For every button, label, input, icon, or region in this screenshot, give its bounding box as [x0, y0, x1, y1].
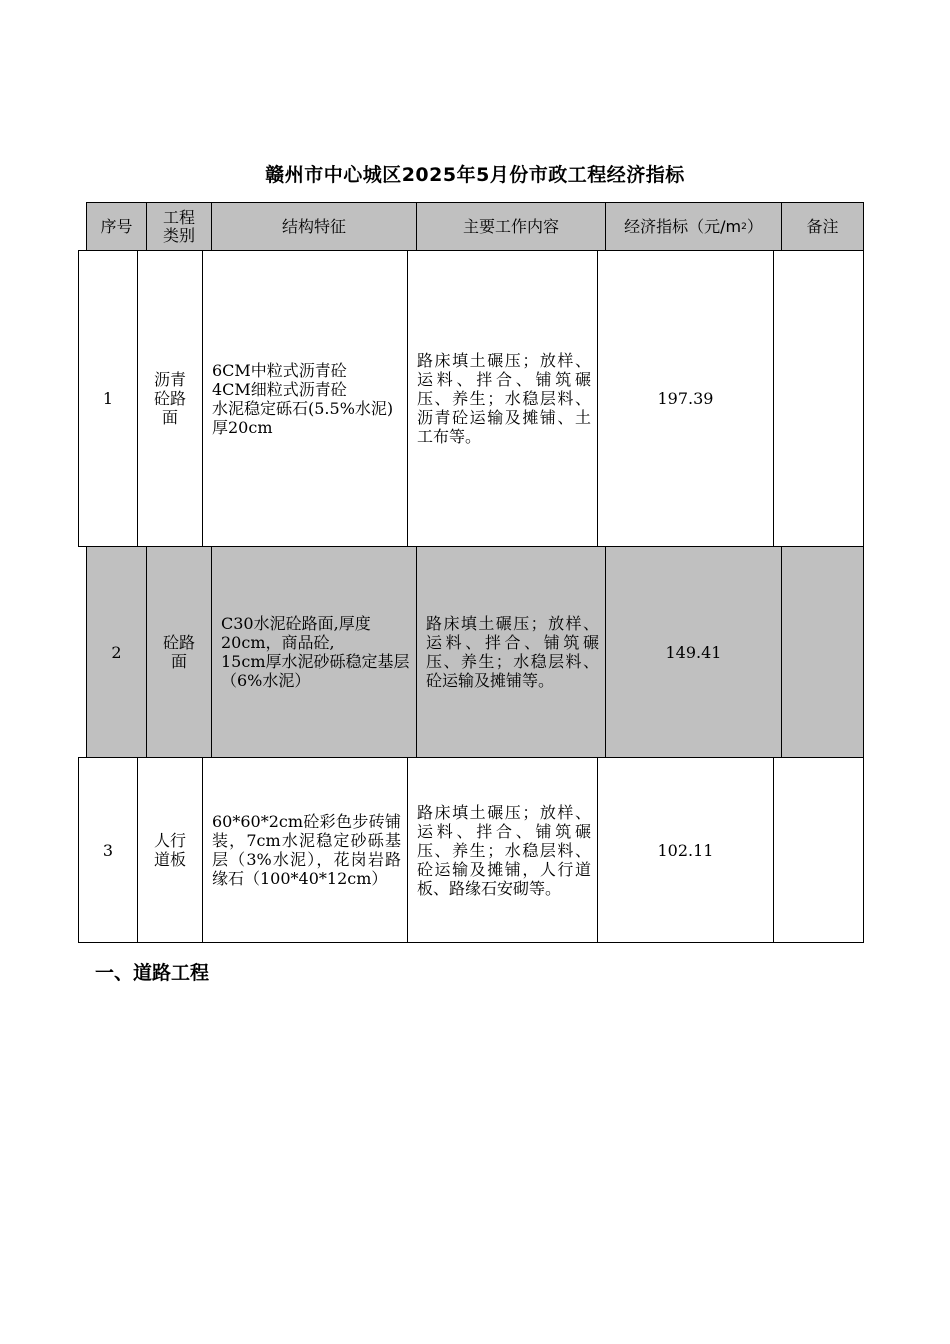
header-index: 经济指标（元/m 2 ） [605, 202, 782, 251]
row3-index: 102.11 [597, 757, 774, 943]
row1-seq: 1 [78, 250, 138, 547]
row2-work-text: 路床填土碾压；放样、运料、拌合、铺筑碾压、养生；水稳层料、砼运输及摊铺等。 [426, 614, 599, 690]
row2-remark [781, 546, 864, 758]
header-seq: 序号 [86, 202, 147, 251]
row3-seq: 3 [78, 757, 138, 943]
row3-category: 人行 道板 [137, 757, 203, 943]
row2-category: 砼路 面 [146, 546, 212, 758]
row3-work [407, 757, 598, 943]
row1-work-text: 路床填土碾压；放样、运料、拌合、铺筑碾压、养生；水稳层料、沥青砼运输及摊铺、土工布等。 [417, 351, 591, 446]
row1-structure: 6CM中粒式沥青砼 4CM细粒式沥青砼 水泥稳定砾石(5.5%水泥)厚20cm [202, 250, 408, 547]
header-structure: 结构特征 [211, 202, 417, 251]
row3-work-text: 路床填土碾压；放样、运料、拌合、铺筑碾压、养生；水稳层料、砼运输及摊铺，人行道板、路缘石安砌等。 [417, 802, 591, 898]
row3-structure-text: 60*60*2cm砼彩色步砖铺装，7cm水泥稳定砂砾基层（3%水泥），花岗岩路缘石（100*40*12cm） [212, 812, 401, 888]
row3-structure [202, 757, 408, 943]
section-heading: 一、道路工程 [95, 962, 210, 984]
row3-remark [773, 757, 864, 943]
header-work: 主要工作内容 [416, 202, 606, 251]
header-index-prefix: 经济指标（元/m [624, 217, 742, 236]
header-category: 工程 类别 [146, 202, 212, 251]
row1-remark [773, 250, 864, 547]
header-remark: 备注 [781, 202, 864, 251]
row2-structure: C30水泥砼路面,厚度20cm，商品砼, 15cm厚水泥砂砾稳定基层（6%水泥） [211, 546, 417, 758]
row2-index: 149.41 [605, 546, 782, 758]
document-title: 赣州市中心城区2025年5月份市政工程经济指标 [265, 164, 685, 186]
row1-work [407, 250, 598, 547]
header-index-suffix: ） [746, 217, 763, 236]
row1-index: 197.39 [597, 250, 774, 547]
row2-seq: 2 [86, 546, 147, 758]
row1-category: 沥青 砼路 面 [137, 250, 203, 547]
row2-work [416, 546, 606, 758]
